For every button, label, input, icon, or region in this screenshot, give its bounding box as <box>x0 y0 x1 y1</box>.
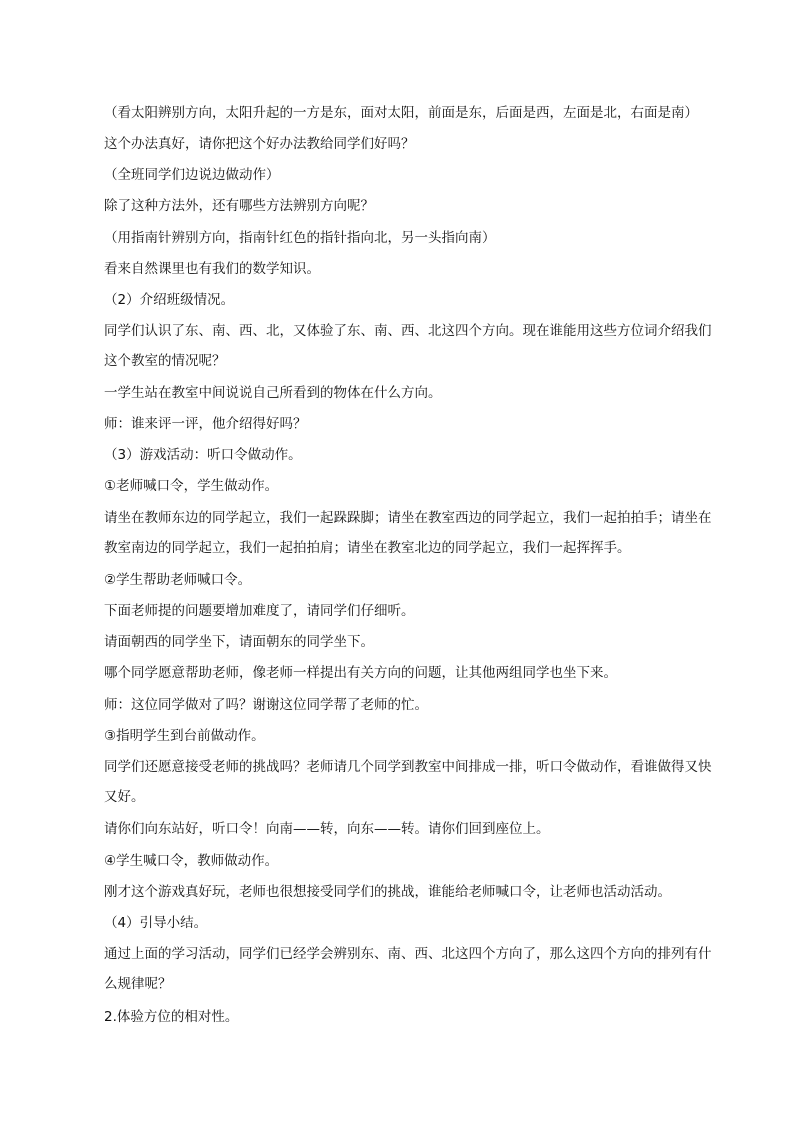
paragraph-22: ④学生喊口令，教师做动作。 <box>104 853 279 869</box>
paragraph-21: 请你们向东站好，听口令！向南——转，向东——转。请你们回到座位上。 <box>104 821 550 837</box>
paragraph-1: （看太阳辨别方向，太阳升起的一方是东，面对太阳，前面是东，后面是西，左面是北，右面是南） <box>104 105 698 121</box>
paragraph-3: （全班同学们边说边做动作） <box>104 167 280 183</box>
paragraph-7: （2）介绍班级情况。 <box>104 292 235 308</box>
paragraph-4: 除了这种方法外，还有哪些方法辨别方向呢？ <box>104 198 374 214</box>
paragraph-14: ②学生帮助老师喊口令。 <box>104 572 252 588</box>
paragraph-9: 一学生站在教室中间说说自己所看到的物体在什么方向。 <box>104 385 442 401</box>
paragraph-11: （3）游戏活动：听口令做动作。 <box>104 447 302 463</box>
paragraph-5: （用指南针辨别方向，指南针红色的指针指向北，另一头指向南） <box>104 230 496 246</box>
paragraph-8: 同学们认识了东、南、西、北，又体验了东、南、西、北这四个方向。现在谁能用这些方位词介绍我们这个教室的情况呢？ <box>104 323 712 369</box>
paragraph-10: 师：谁来评一评，他介绍得好吗？ <box>104 416 307 432</box>
paragraph-20: 同学们还愿意接受老师的挑战吗？老师请几个同学到教室中间排成一排，听口令做动作，看谁做得又快又好。 <box>104 759 712 805</box>
paragraph-18: 师：这位同学做对了吗？谢谢这位同学帮了老师的忙。 <box>104 697 428 713</box>
paragraph-6: 看来自然课里也有我们的数学知识。 <box>104 261 320 277</box>
paragraph-12: ①老师喊口令，学生做动作。 <box>104 478 279 494</box>
paragraph-13: 请坐在教师东边的同学起立，我们一起跺跺脚；请坐在教室西边的同学起立，我们一起拍拍手；请坐在教室南边的同学起立，我们一起拍拍肩；请坐在教室北边的同学起立，我们一起挥挥手。 <box>104 510 712 556</box>
paragraph-23: 刚才这个游戏真好玩，老师也很想接受同学们的挑战，谁能给老师喊口令，让老师也活动活动。 <box>104 884 671 900</box>
paragraph-25: 通过上面的学习活动，同学们已经学会辨别东、南、西、北这四个方向了，那么这四个方向的排列有什么规律呢？ <box>104 946 712 992</box>
paragraph-26: 2.体验方位的相对性。 <box>104 1009 239 1025</box>
paragraph-16: 请面朝西的同学坐下，请面朝东的同学坐下。 <box>104 634 374 650</box>
paragraph-2: 这个办法真好，请你把这个好办法教给同学们好吗？ <box>104 136 415 152</box>
paragraph-19: ③指明学生到台前做动作。 <box>104 728 265 744</box>
paragraph-17: 哪个同学愿意帮助老师，像老师一样提出有关方向的问题，让其他两组同学也坐下来。 <box>104 665 617 681</box>
paragraph-24: （4）引导小结。 <box>104 915 208 931</box>
paragraph-15: 下面老师提的问题要增加难度了，请同学们仔细听。 <box>104 603 415 619</box>
